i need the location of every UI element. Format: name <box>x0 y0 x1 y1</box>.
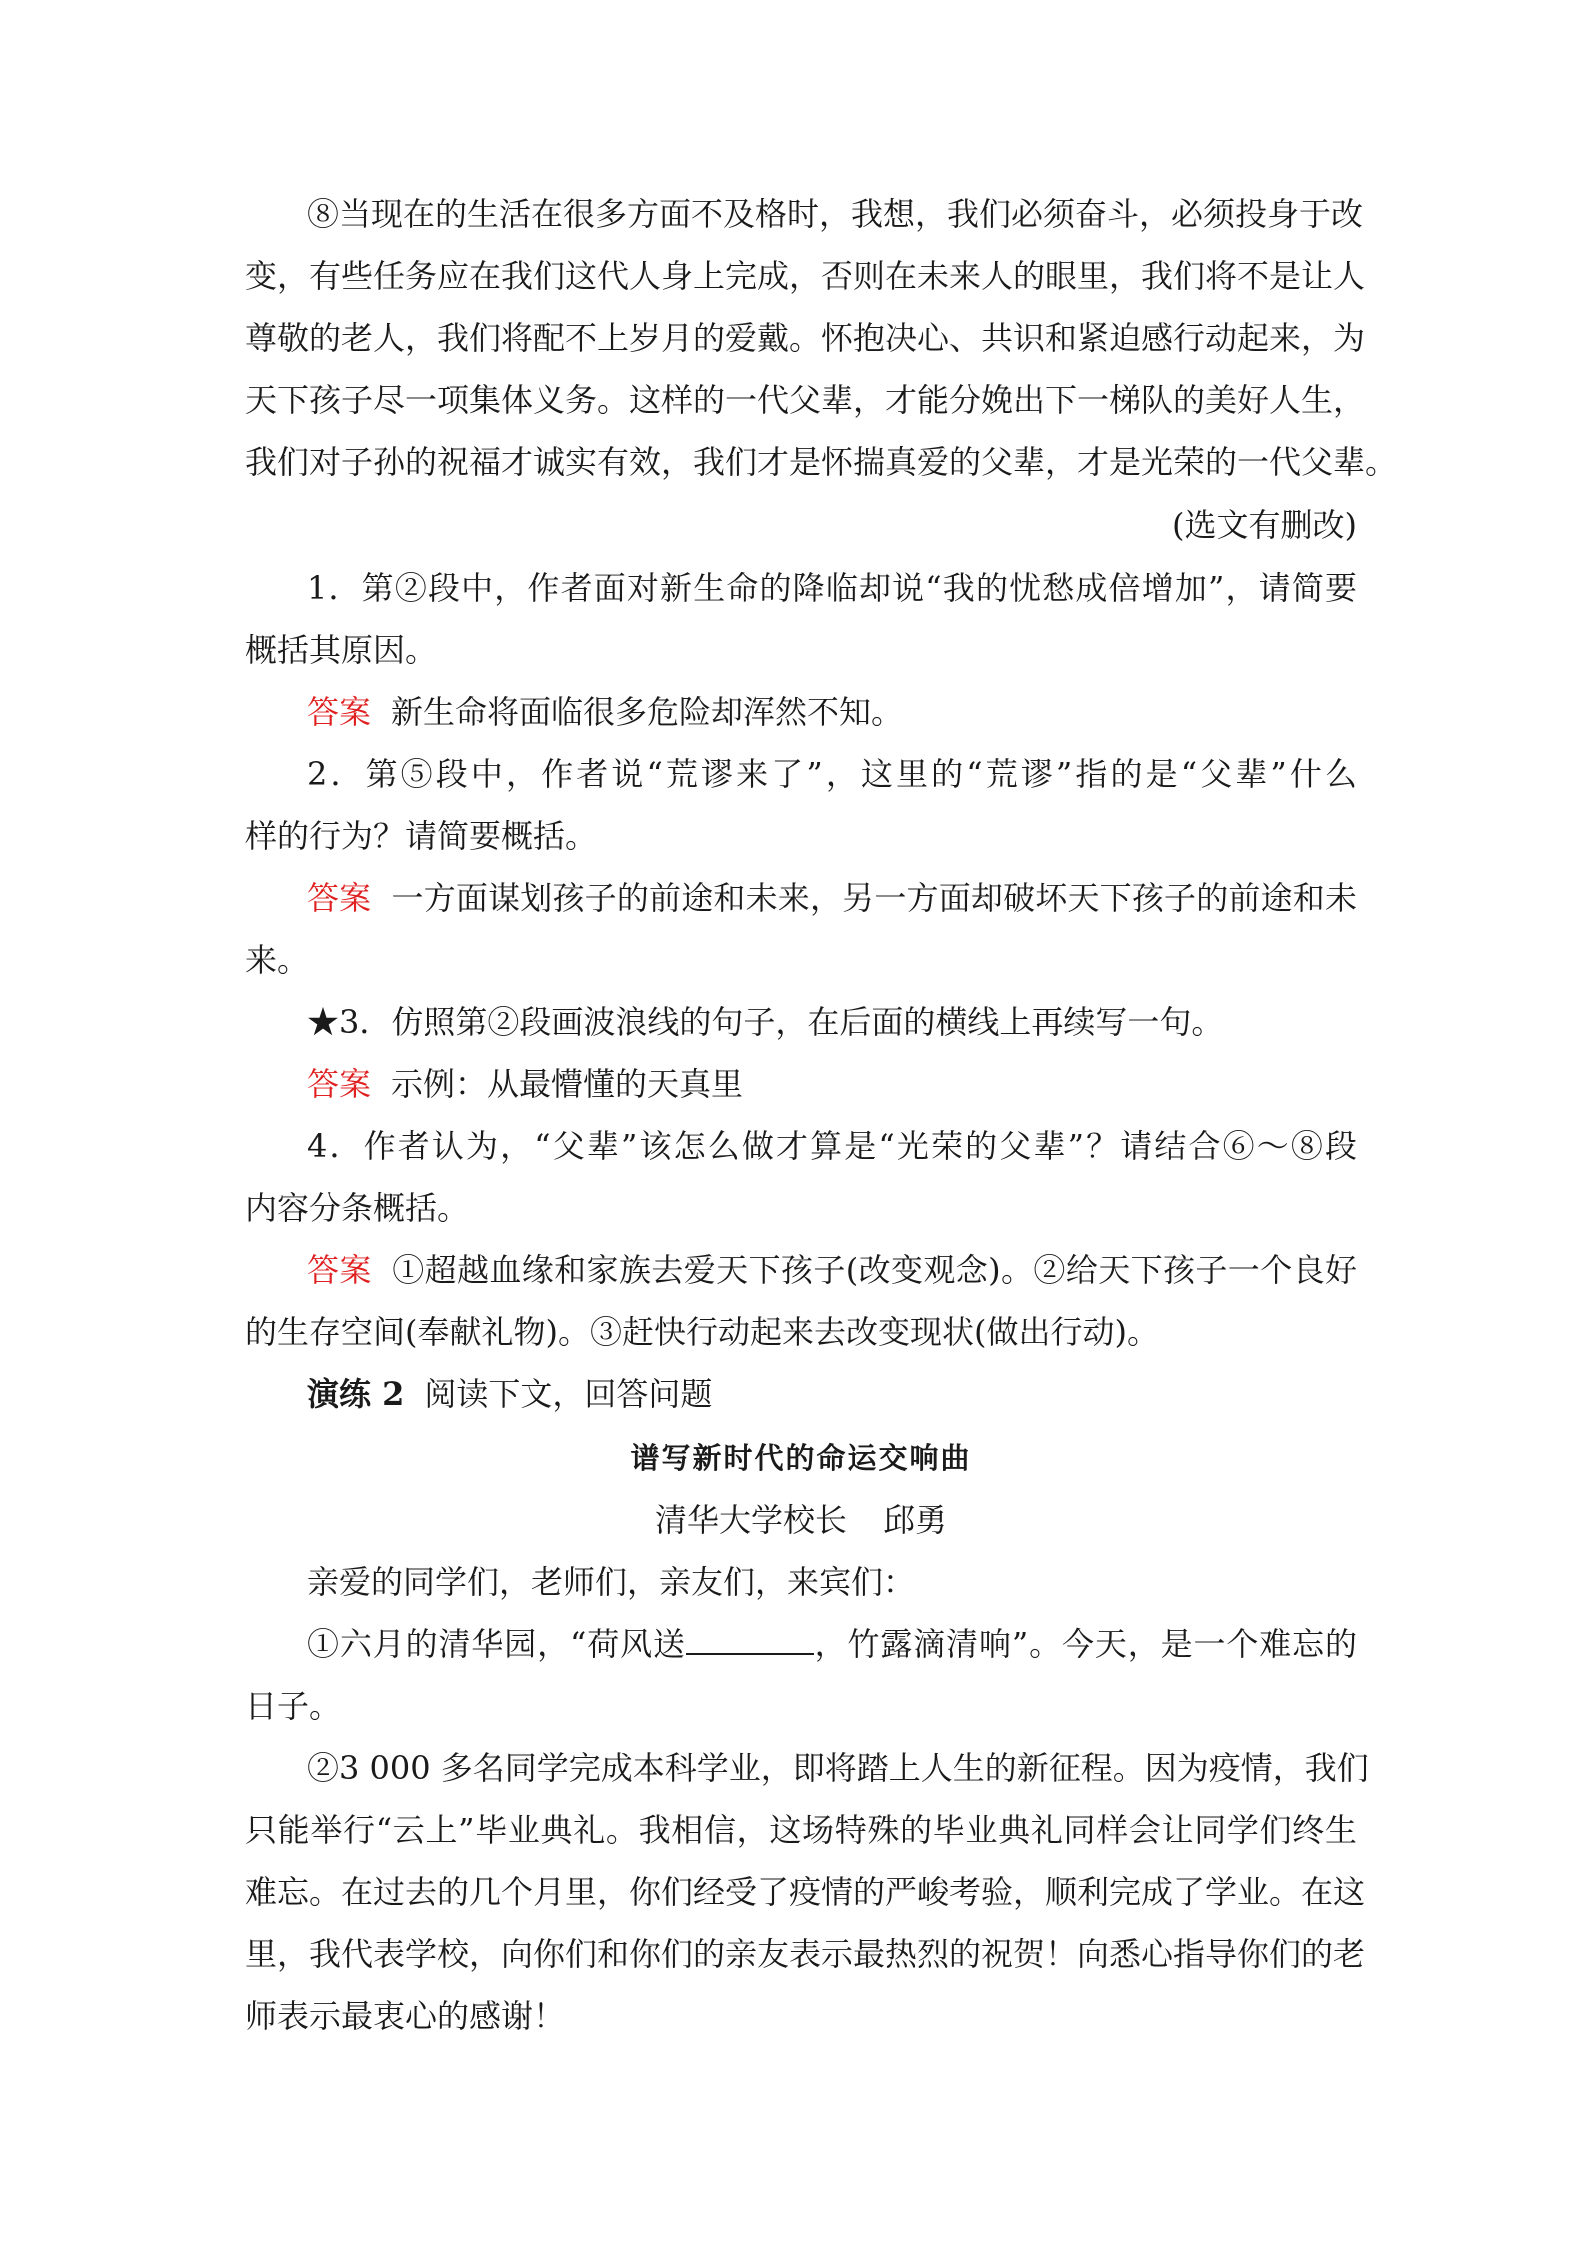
answer-4 <box>307 1248 1357 1292</box>
author-name: 邱勇 <box>883 1501 948 1539</box>
question-1-line: 概括其原因。 <box>245 631 438 669</box>
article-para-2-line: 师表示最衷心的感谢！ <box>245 1997 566 2035</box>
author-role: 清华大学校长 <box>654 1501 847 1539</box>
article-title: 谱写新时代的命运交响曲 <box>630 1441 972 1475</box>
answer-label: 答案 <box>307 879 372 917</box>
question-2-line: 2．第⑤段中，作者说“荒谬来了”，这里的“荒谬”指的是“父辈”什么 <box>307 755 1357 793</box>
question-2-line: 样的行为？请简要概括。 <box>245 817 598 855</box>
answer-text: 一方面谋划孩子的前途和未来，另一方面却破坏天下孩子的前途和未 <box>391 879 1357 917</box>
article-para-1: ①六月的清华园，“荷风送 ，竹露滴清响”。今天，是一个难忘的 <box>307 1625 1357 1663</box>
article-para-2-line: ②3 000 多名同学完成本科学业，即将踏上人生的新征程。因为疫情，我们 <box>307 1749 1369 1787</box>
article-para-2-line: 只能举行“云上”毕业典礼。我相信，这场特殊的毕业典礼同样会让同学们终生 <box>245 1811 1357 1849</box>
answer-text: ①超越血缘和家族去爱天下孩子(改变观念)。②给天下孩子一个良好 <box>391 1251 1357 1289</box>
passage-line: 尊敬的老人，我们将配不上岁月的爱戴。怀抱决心、共识和紧迫感行动起来，为 <box>245 319 1366 357</box>
article-para-2-line: 里，我代表学校，向你们和你们的亲友表示最热烈的祝贺！向悉心指导你们的老 <box>245 1935 1366 1973</box>
answer-2-line: 来。 <box>245 941 310 979</box>
question-1-line: 1．第②段中，作者面对新生命的降临却说“我的忧愁成倍增加”，请简要 <box>307 569 1357 607</box>
passage-line: ⑧当现在的生活在很多方面不及格时，我想，我们必须奋斗，必须投身于改 <box>307 195 1364 233</box>
answer-label: 答案 <box>307 1251 372 1289</box>
article-para-1-line: 日子。 <box>245 1687 342 1725</box>
greeting: 亲爱的同学们，老师们，亲友们，来宾们： <box>307 1563 916 1601</box>
answer-2 <box>307 876 1357 920</box>
answer-label: 答案 <box>307 693 372 731</box>
answer-label: 答案 <box>307 1065 372 1103</box>
answer-3 <box>307 1062 1357 1106</box>
passage-line: 天下孩子尽一项集体义务。这样的一代父辈，才能分娩出下一梯队的美好人生， <box>245 381 1366 419</box>
answer-text: 示例：从最懵懂的天真里 <box>391 1065 744 1103</box>
exercise-label: 演练 2 <box>307 1375 405 1413</box>
question-4-line: 4．作者认为，“父辈”该怎么做才算是“光荣的父辈”？请结合⑥～⑧段 <box>307 1127 1357 1165</box>
source-note: (选文有删改) <box>1172 506 1357 544</box>
passage-line: 我们对子孙的祝福才诚实有效，我们才是怀揣真爱的父辈，才是光荣的一代父辈。 <box>245 443 1398 481</box>
question-3-line: ★3．仿照第②段画波浪线的句子，在后面的横线上再续写一句。 <box>307 1003 1224 1041</box>
answer-1 <box>307 690 1357 734</box>
answer-4-line: 的生存空间(奉献礼物)。③赶快行动起来去改变现状(做出行动)。 <box>245 1313 1159 1351</box>
exercise-instruction: 阅读下文，回答问题 <box>424 1375 713 1413</box>
exercise-heading <box>307 1372 1357 1416</box>
passage-line: 变，有些任务应在我们这代人身上完成，否则在未来人的眼里，我们将不是让人 <box>245 257 1366 295</box>
answer-text: 新生命将面临很多危险却浑然不知。 <box>391 693 904 731</box>
article-para-2-line: 难忘。在过去的几个月里，你们经受了疫情的严峻考验，顺利完成了学业。在这 <box>245 1873 1366 1911</box>
question-4-line: 内容分条概括。 <box>245 1189 470 1227</box>
fill-in-blank <box>686 1623 814 1655</box>
article-author <box>245 1498 1357 1542</box>
